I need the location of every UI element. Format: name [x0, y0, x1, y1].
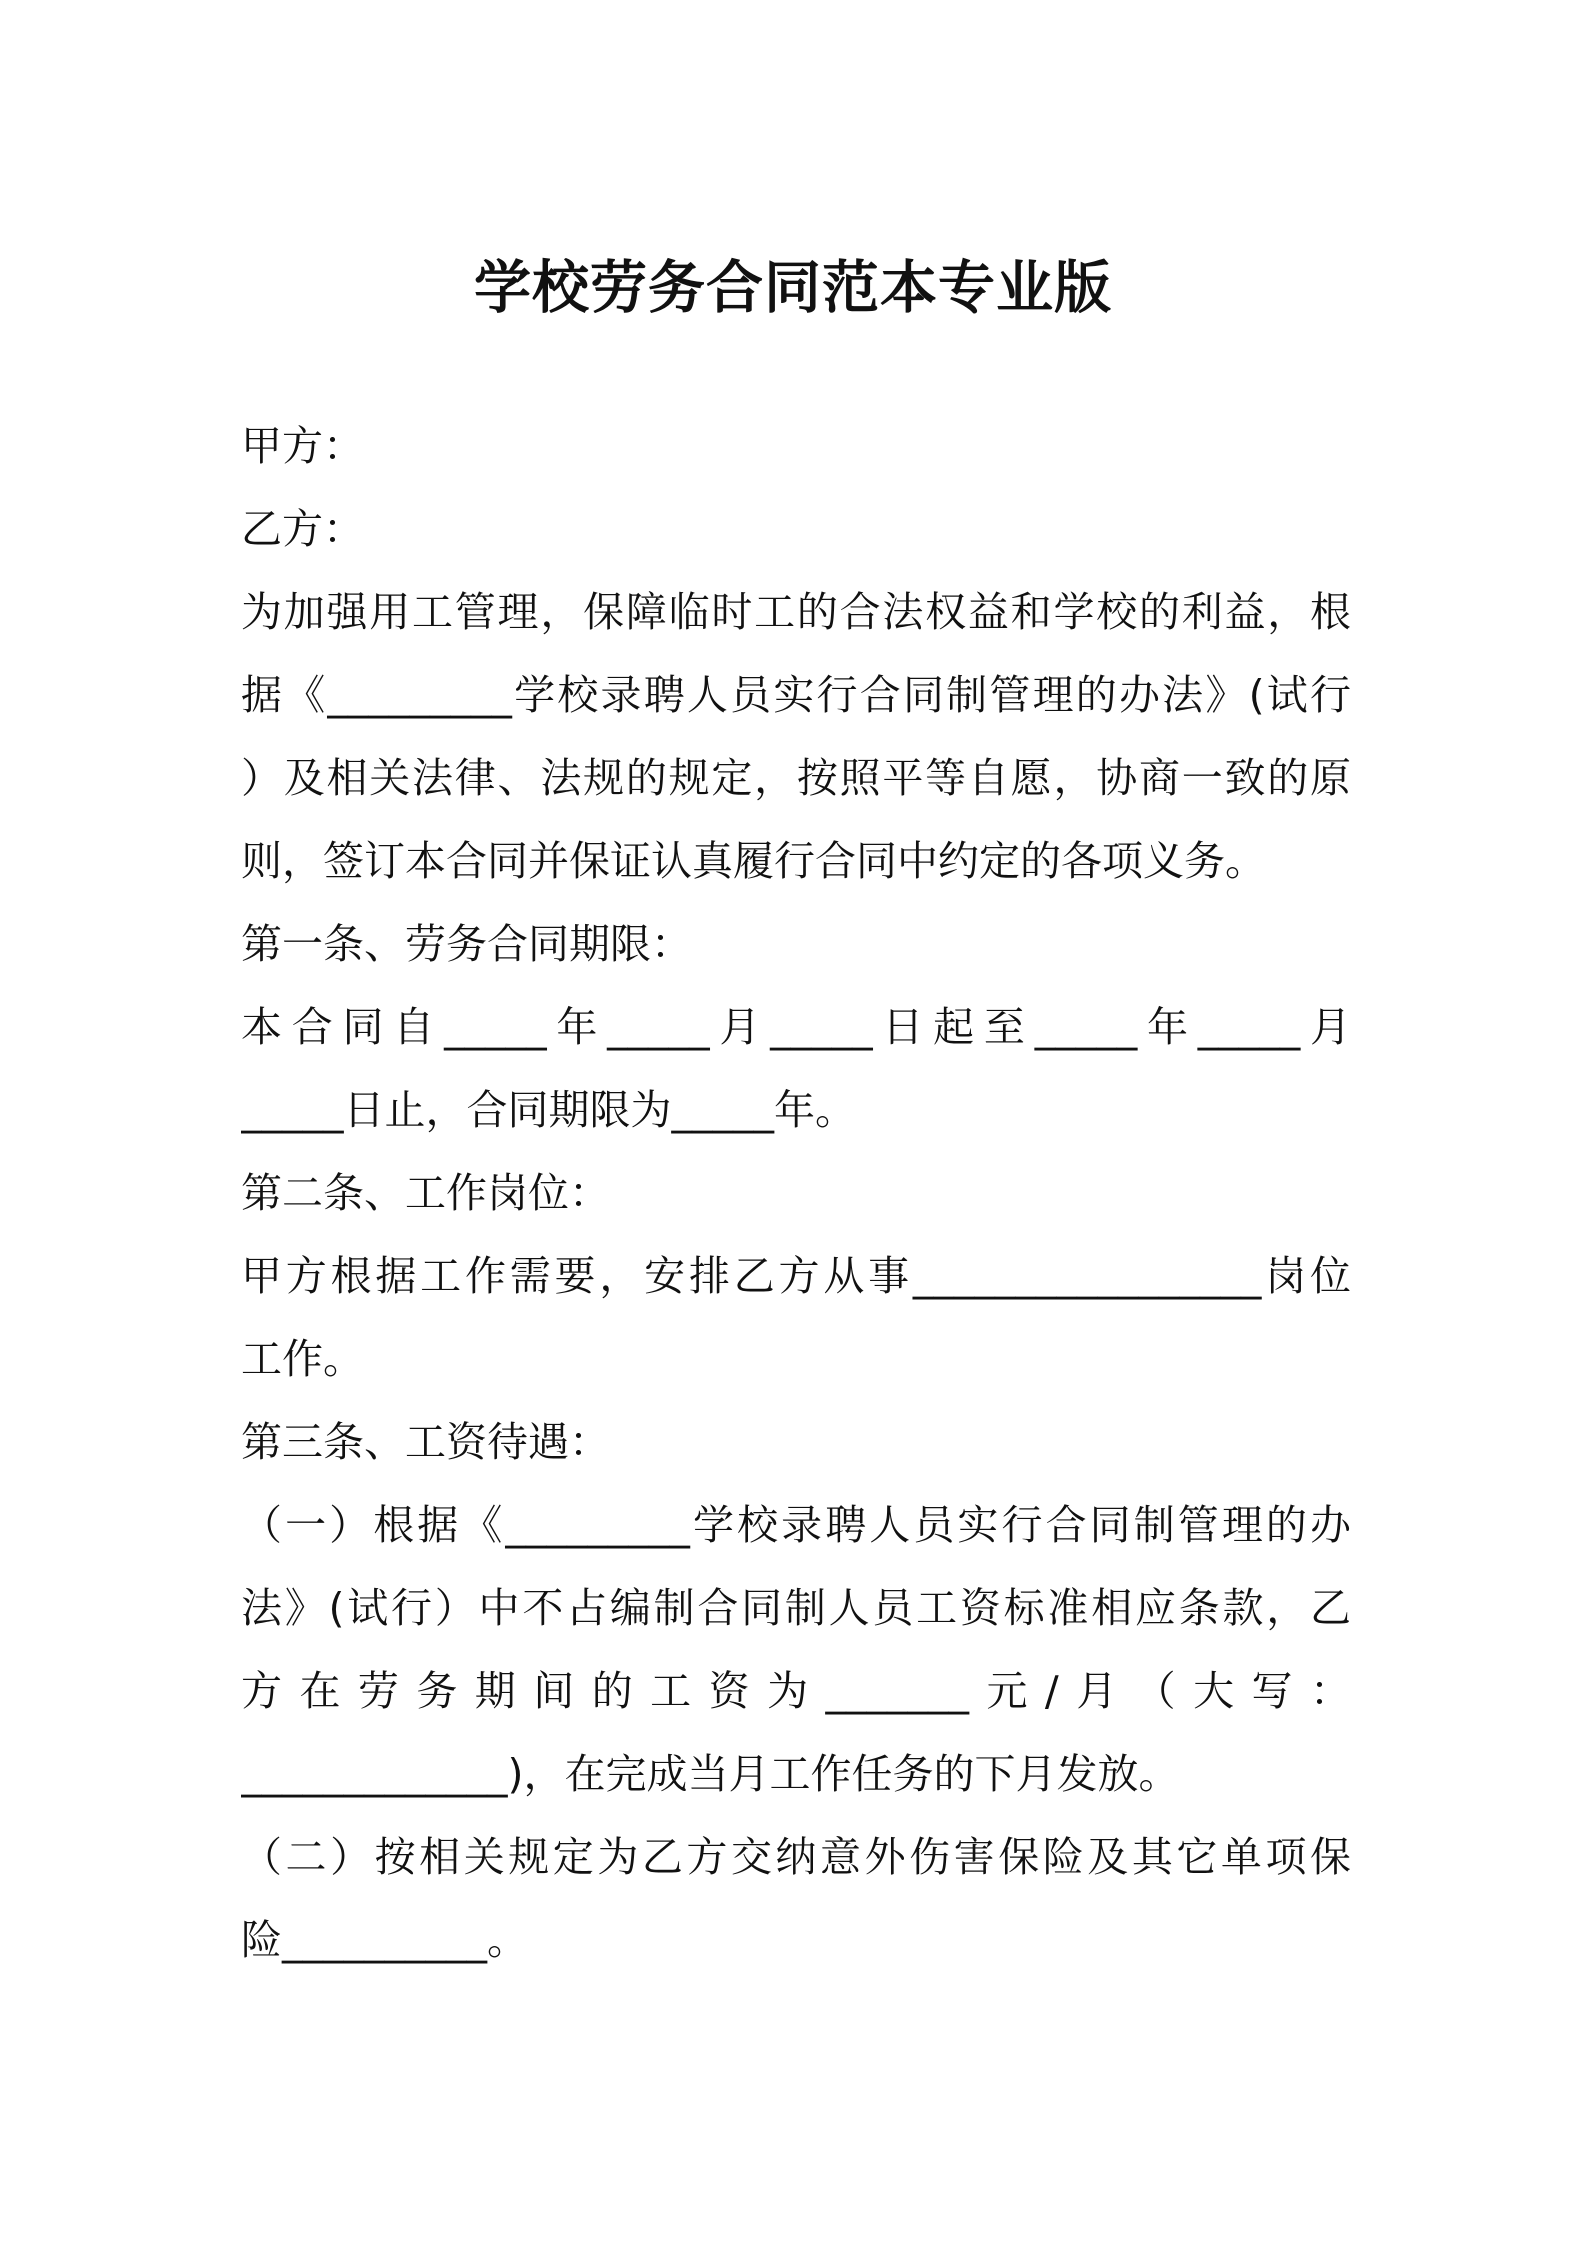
article-3-clause-2: （二）按相关规定为乙方交纳意外伤害保险及其它单项保 [241, 1833, 1351, 1881]
article-2-text: 甲方根据工作需要，安排乙方从事_________________岗位 [241, 1252, 1351, 1300]
article-3-clause-2: 险__________。 [241, 1916, 528, 1964]
article-1-text: _____日止，合同期限为_____年。 [241, 1086, 856, 1134]
preamble-line: 则，签订本合同并保证认真履行合同中约定的各项义务。 [241, 837, 1266, 885]
document-body [241, 405, 1351, 1982]
article-3-clause-1: 方在劳务期间的工资为_______元/月（大写： [241, 1667, 1351, 1715]
preamble-line: 据《_________学校录聘人员实行合同制管理的办法》(试行 [241, 671, 1351, 719]
article-2-heading: 第二条、工作岗位： [241, 1169, 610, 1217]
preamble-line: ）及相关法律、法规的规定，按照平等自愿，协商一致的原 [241, 754, 1351, 802]
article-1-heading: 第一条、劳务合同期限： [241, 920, 692, 968]
party-a-line: 甲方： [241, 422, 364, 470]
article-3-clause-1: _____________)，在完成当月工作任务的下月发放。 [241, 1750, 1180, 1798]
article-3-clause-1: 法》(试行）中不占编制合同制人员工资标准相应条款，乙 [241, 1584, 1351, 1632]
article-3-heading: 第三条、工资待遇： [241, 1418, 610, 1466]
article-3-clause-1: （一）根据《_________学校录聘人员实行合同制管理的办 [241, 1501, 1351, 1549]
article-1-text: 本合同自_____年_____月_____日起至_____年_____月 [241, 1003, 1351, 1051]
document-title: 学校劳务合同范本专业版 [474, 255, 1112, 321]
party-b-line: 乙方： [241, 505, 364, 553]
article-2-text: 工作。 [241, 1335, 364, 1383]
preamble-line: 为加强用工管理，保障临时工的合法权益和学校的利益，根 [241, 588, 1351, 636]
